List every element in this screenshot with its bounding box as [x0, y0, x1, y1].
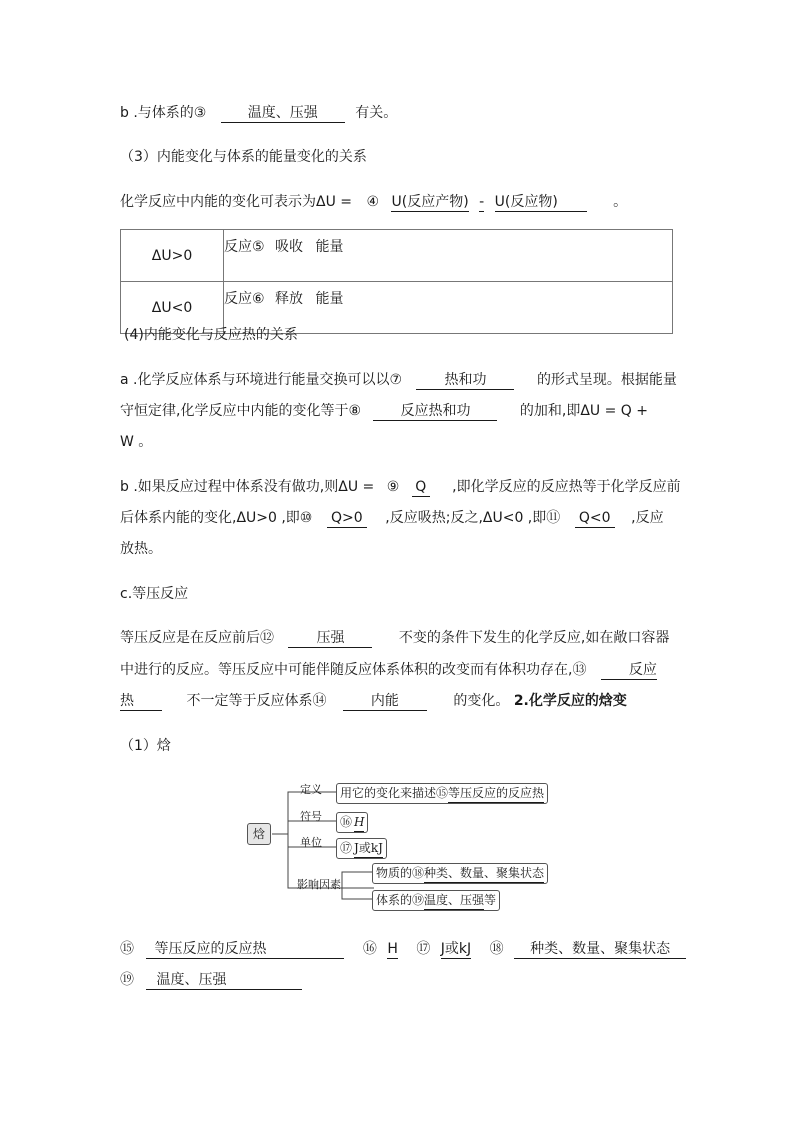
energy-table — [120, 229, 673, 334]
diagram-box-definition: 用它的变化来描述⑮等压反应的反应热 — [336, 783, 548, 804]
diagram-box-symbol: ⑯ H — [336, 812, 368, 833]
diagram-root-enthalpy: 焓 — [247, 823, 271, 845]
line-delta-u: 化学反应中内能的变化可表示为ΔU = ④ U(反应产物) - U(反应物) 。 — [120, 194, 628, 210]
para-b-line2: 后体系内能的变化,ΔU>0 ,即⑩ Q>0 ,反应吸热;反之,ΔU<0 ,即⑪ Q<0 ,反应 — [120, 510, 664, 526]
diagram-box-substance: 物质的⑱种类、数量、聚集状态 — [372, 863, 548, 884]
label-unit: 单位 — [300, 836, 322, 849]
para-c-line3: 热 不一定等于反应体系⑭ 内能 的变化。 2.化学反应的焓变 — [120, 693, 627, 709]
label-factors: 影响因素 — [297, 878, 341, 891]
para-c-line2: 中进行的反应。等压反应中可能伴随反应体系体积的改变而有体积功存在,⑬ 反应 — [120, 662, 657, 678]
heading-enthalpy: （1）焓 — [120, 738, 171, 754]
para-b-line3: 放热。 — [120, 541, 162, 557]
label-definition: 定义 — [300, 783, 322, 796]
para-b-line1: b .如果反应过程中体系没有做功,则ΔU = ⑨ Q ,即化学反应的反应热等于化学反应前 — [120, 479, 681, 495]
table-row — [121, 230, 673, 282]
diagram-box-system: 体系的⑲温度、压强等 — [372, 890, 500, 911]
table-cell-desc: 反应⑥ 释放 能量 — [224, 282, 673, 334]
heading-c: c.等压反应 — [120, 586, 189, 602]
heading-4: (4)内能变化与反应热的关系 — [124, 327, 298, 343]
table-cell-desc: 反应⑤ 吸收 能量 — [224, 230, 673, 282]
heading-3: （3）内能变化与体系的能量变化的关系 — [120, 149, 367, 165]
line-b-system: b .与体系的③ 温度、压强 有关。 — [120, 105, 398, 121]
para-a-line1: a .化学反应体系与环境进行能量交换可以以⑦ 热和功 的形式呈现。根据能量 — [120, 372, 677, 388]
section-title-enthalpy-change: 2.化学反应的焓变 — [513, 693, 627, 709]
diagram-box-unit: ⑰ J或kJ — [336, 838, 387, 859]
para-a-line3: W 。 — [120, 434, 153, 450]
answers-line2: ⑲ 温度、压强 — [120, 970, 302, 990]
table-cell-cond: ΔU<0 — [121, 282, 224, 334]
para-c-line1: 等压反应是在反应前后⑫ 压强 不变的条件下发生的化学反应,如在敞口容器 — [120, 630, 670, 646]
table-cell-cond: ΔU>0 — [121, 230, 224, 282]
label-symbol: 符号 — [300, 810, 322, 823]
para-a-line2: 守恒定律,化学反应中内能的变化等于⑧ 反应热和功 的加和,即ΔU = Q + — [120, 403, 649, 419]
blank-3: 温度、压强 — [221, 104, 345, 123]
answers-line1: ⑮ 等压反应的反应热 ⑯ H ⑰ J或kJ ⑱ 种类、数量、聚集状态 — [120, 939, 686, 959]
